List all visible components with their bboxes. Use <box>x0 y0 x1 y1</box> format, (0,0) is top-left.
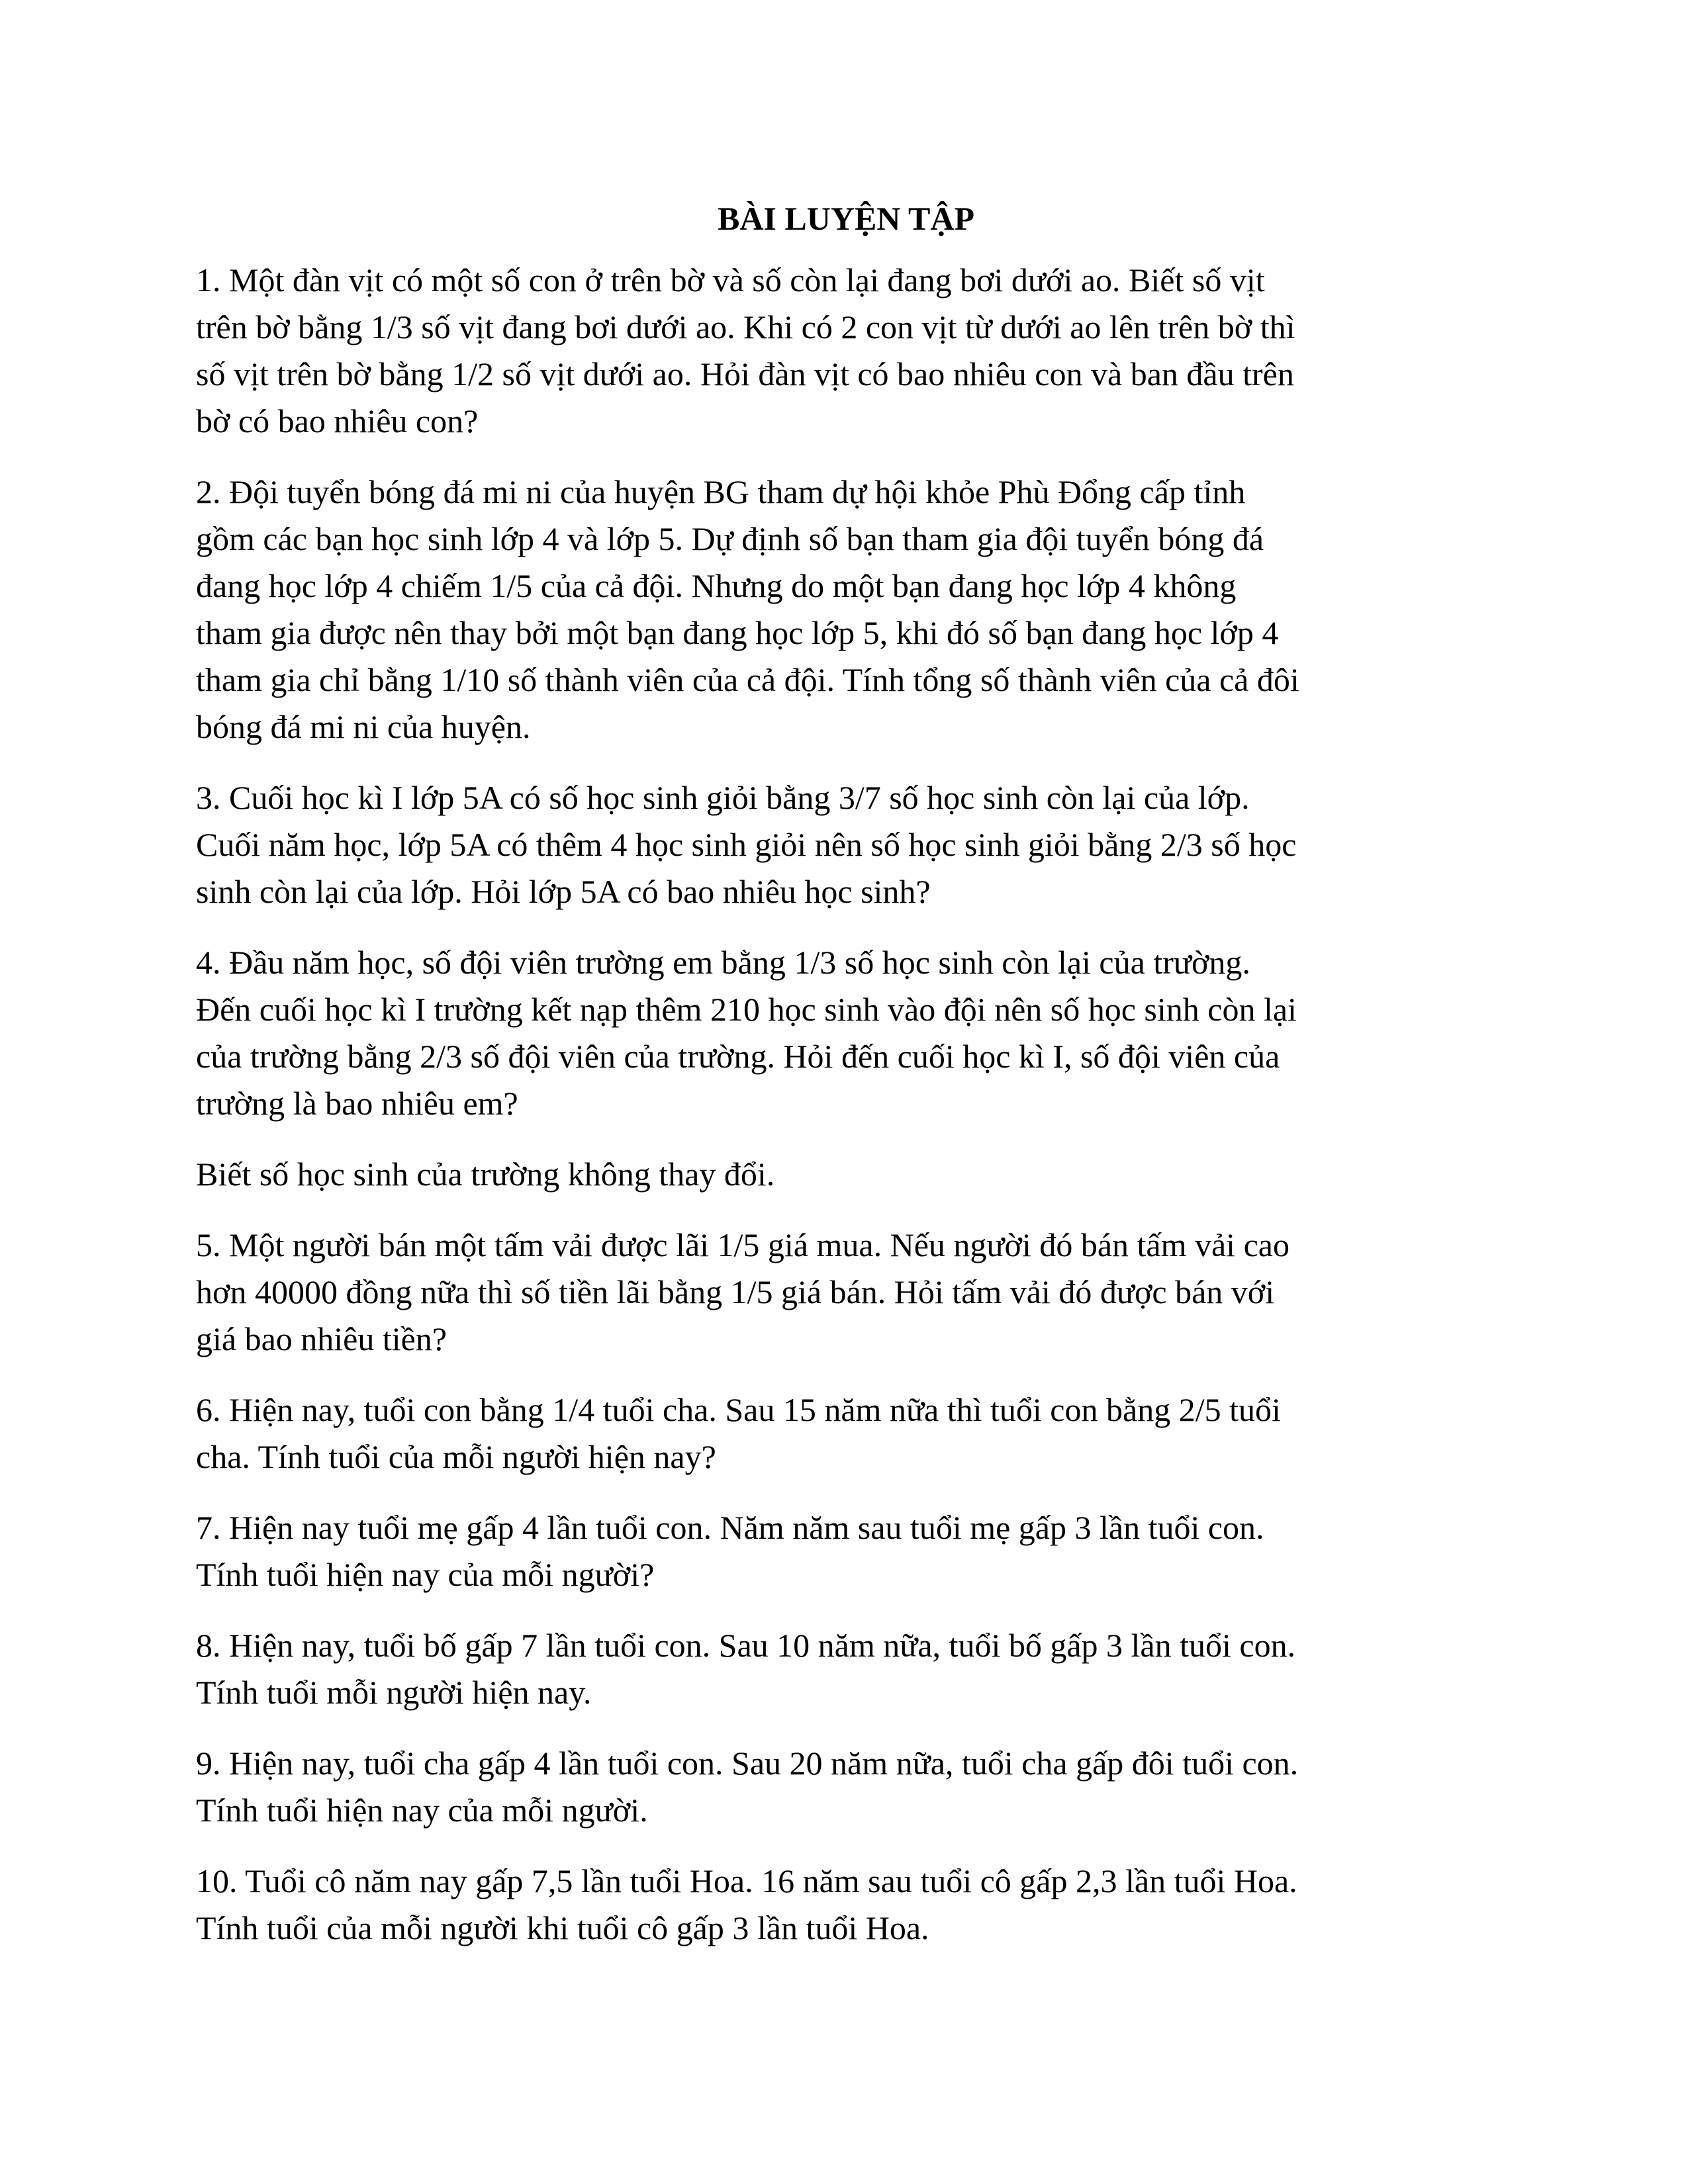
text-line: bóng đá mi ni của huyện. <box>196 708 531 745</box>
text-line: tham gia chỉ bằng 1/10 số thành viên của cả đội. Tính tổng số thành viên của cả đôi <box>196 661 1299 698</box>
text-line: Tính tuổi mỗi người hiện nay. <box>196 1674 592 1711</box>
text-line: 9. Hiện nay, tuổi cha gấp 4 lần tuổi con. Sau 20 năm nữa, tuổi cha gấp đôi tuổi con. <box>196 1745 1299 1782</box>
text-line: 7. Hiện nay tuổi mẹ gấp 4 lần tuổi con. Năm năm sau tuổi mẹ gấp 3 lần tuổi con. <box>196 1509 1264 1546</box>
text-line: Đến cuối học kì I trường kết nạp thêm 210 học sinh vào đội nên số học sinh còn lại <box>196 991 1297 1028</box>
exercise-note <box>196 1151 1496 1198</box>
text-line: 3. Cuối học kì I lớp 5A có số học sinh giỏi bằng 3/7 số học sinh còn lại của lớp. <box>196 779 1250 816</box>
exercise-paragraph <box>196 939 1496 1127</box>
text-line: 6. Hiện nay, tuổi con bằng 1/4 tuổi cha. Sau 15 năm nữa thì tuổi con bằng 2/5 tuổi <box>196 1391 1281 1428</box>
text-line: 2. Đội tuyển bóng đá mi ni của huyện BG tham dự hội khỏe Phù Đổng cấp tỉnh <box>196 473 1246 510</box>
text-line: 4. Đầu năm học, số đội viên trường em bằng 1/3 số học sinh còn lại của trường. <box>196 944 1250 981</box>
text-line: Tính tuổi hiện nay của mỗi người? <box>196 1556 655 1593</box>
text-line: cha. Tính tuổi của mỗi người hiện nay? <box>196 1438 716 1475</box>
exercise-paragraph <box>196 774 1496 915</box>
text-line: 8. Hiện nay, tuổi bố gấp 7 lần tuổi con. Sau 10 năm nữa, tuổi bố gấp 3 lần tuổi con. <box>196 1627 1296 1664</box>
text-line: 5. Một người bán một tấm vải được lãi 1/5 giá mua. Nếu người đó bán tấm vải cao <box>196 1226 1289 1263</box>
exercise-paragraph <box>196 1504 1496 1598</box>
exercise-paragraph <box>196 1622 1496 1716</box>
text-line: sinh còn lại của lớp. Hỏi lớp 5A có bao nhiêu học sinh? <box>196 873 931 910</box>
text-line: đang học lớp 4 chiếm 1/5 của cả đội. Nhưng do một bạn đang học lớp 4 không <box>196 567 1237 604</box>
exercise-paragraph <box>196 469 1496 751</box>
text-line: hơn 40000 đồng nữa thì số tiền lãi bằng 1/5 giá bán. Hỏi tấm vải đó được bán với <box>196 1273 1275 1310</box>
text-line: 1. Một đàn vịt có một số con ở trên bờ và số còn lại đang bơi dưới ao. Biết số vịt <box>196 261 1265 298</box>
exercise-paragraph <box>196 1740 1496 1834</box>
text-line: Biết số học sinh của trường không thay đổi. <box>196 1156 775 1193</box>
text-line: bờ có bao nhiêu con? <box>196 402 479 439</box>
text-line: Tính tuổi của mỗi người khi tuổi cô gấp 3 lần tuổi Hoa. <box>196 1909 929 1946</box>
exercise-paragraph <box>196 257 1496 445</box>
text-line: số vịt trên bờ bằng 1/2 số vịt dưới ao. Hỏi đàn vịt có bao nhiêu con và ban đầu trên <box>196 355 1294 392</box>
text-line: tham gia được nên thay bởi một bạn đang học lớp 5, khi đó số bạn đang học lớp 4 <box>196 614 1279 651</box>
text-line: trên bờ bằng 1/3 số vịt đang bơi dưới ao. Khi có 2 con vịt từ dưới ao lên trên bờ thì <box>196 308 1295 345</box>
exercise-paragraph <box>196 1387 1496 1480</box>
document-title: BÀI LUYỆN TẬP <box>717 200 975 237</box>
exercise-paragraph <box>196 1222 1496 1363</box>
exercise-paragraph <box>196 1858 1496 1952</box>
exercise-list <box>196 257 1496 1952</box>
text-line: trường là bao nhiêu em? <box>196 1085 518 1122</box>
text-line: 10. Tuổi cô năm nay gấp 7,5 lần tuổi Hoa. 16 năm sau tuổi cô gấp 2,3 lần tuổi Hoa. <box>196 1862 1297 1899</box>
text-line: của trường bằng 2/3 số đội viên của trường. Hỏi đến cuối học kì I, số đội viên của <box>196 1038 1280 1075</box>
text-line: giá bao nhiêu tiền? <box>196 1320 447 1357</box>
text-line: Cuối năm học, lớp 5A có thêm 4 học sinh giỏi nên số học sinh giỏi bằng 2/3 số học <box>196 826 1297 863</box>
text-line: Tính tuổi hiện nay của mỗi người. <box>196 1792 648 1829</box>
text-line: gồm các bạn học sinh lớp 4 và lớp 5. Dự định số bạn tham gia đội tuyển bóng đá <box>196 520 1264 557</box>
